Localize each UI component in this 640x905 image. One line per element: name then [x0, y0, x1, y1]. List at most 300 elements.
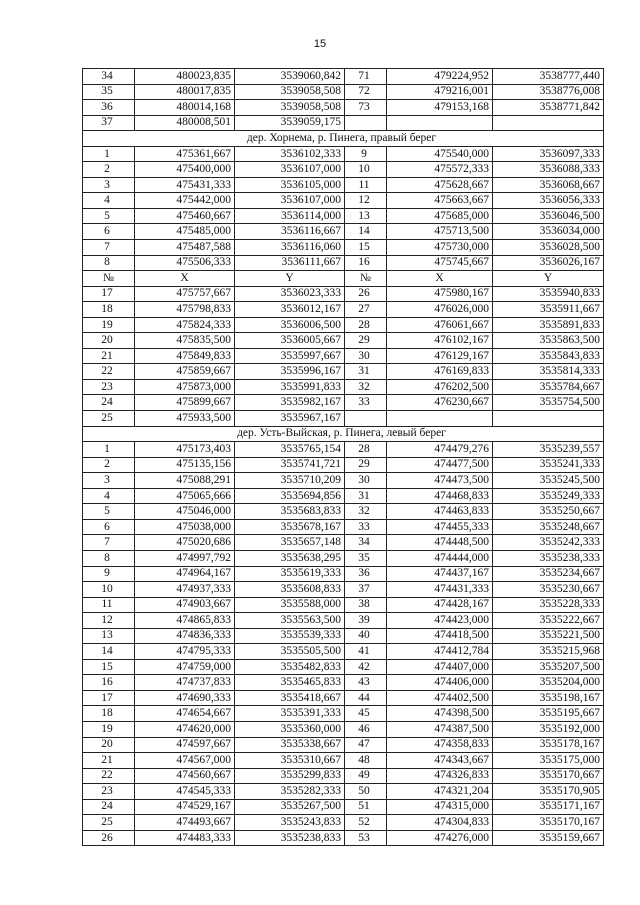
x-coordinate: 475628,667 — [387, 177, 493, 193]
x-coordinate: 475835,500 — [135, 333, 235, 349]
column-header-y: Y — [235, 271, 345, 287]
x-coordinate: 475506,333 — [135, 255, 235, 271]
y-coordinate: 3535997,667 — [235, 348, 345, 364]
y-coordinate: 3535784,667 — [493, 379, 604, 395]
y-coordinate: 3535940,833 — [493, 286, 604, 302]
point-number: 14 — [345, 224, 387, 240]
y-coordinate: 3535710,209 — [235, 473, 345, 489]
y-coordinate: 3535843,833 — [493, 348, 604, 364]
point-number — [345, 115, 387, 131]
point-number: 24 — [83, 395, 135, 411]
point-number: 36 — [345, 566, 387, 582]
y-coordinate: 3535638,295 — [235, 550, 345, 566]
table-row — [83, 348, 604, 364]
x-coordinate: 474343,667 — [387, 753, 493, 769]
y-coordinate: 3535171,167 — [493, 799, 604, 815]
x-coordinate: 474529,167 — [135, 799, 235, 815]
table-row — [83, 768, 604, 784]
table-row — [83, 442, 604, 458]
point-number: 72 — [345, 84, 387, 100]
x-coordinate: 475135,156 — [135, 457, 235, 473]
point-number: 51 — [345, 799, 387, 815]
y-coordinate: 3535234,667 — [493, 566, 604, 582]
table-row — [83, 550, 604, 566]
point-number: 25 — [83, 411, 135, 427]
x-coordinate: 474315,000 — [387, 799, 493, 815]
x-coordinate: 476202,500 — [387, 379, 493, 395]
x-coordinate: 480023,835 — [135, 69, 235, 85]
table-row — [83, 597, 604, 613]
y-coordinate: 3536088,333 — [493, 162, 604, 178]
point-number: 22 — [83, 768, 135, 784]
x-coordinate: 474387,500 — [387, 721, 493, 737]
y-coordinate: 3535814,333 — [493, 364, 604, 380]
point-number: 26 — [83, 830, 135, 846]
table-row — [83, 737, 604, 753]
x-coordinate: 479216,001 — [387, 84, 493, 100]
y-coordinate: 3535891,833 — [493, 317, 604, 333]
point-number: 25 — [83, 815, 135, 831]
x-coordinate: 475361,667 — [135, 146, 235, 162]
table-row — [83, 535, 604, 551]
x-coordinate: 474304,833 — [387, 815, 493, 831]
y-coordinate: 3535678,167 — [235, 519, 345, 535]
table-row — [83, 177, 604, 193]
table-row — [83, 193, 604, 209]
x-coordinate: 475400,000 — [135, 162, 235, 178]
x-coordinate: 480008,501 — [135, 115, 235, 131]
table-row — [83, 457, 604, 473]
column-header-num: № — [345, 271, 387, 287]
point-number: 15 — [345, 240, 387, 256]
x-coordinate: 474431,333 — [387, 582, 493, 598]
section-caption: дер. Усть-Выйская, р. Пинега, левый берег — [83, 426, 604, 442]
point-number: 52 — [345, 815, 387, 831]
y-coordinate: 3535539,333 — [235, 628, 345, 644]
x-coordinate: 475798,833 — [135, 302, 235, 318]
y-coordinate: 3535215,968 — [493, 644, 604, 660]
table-row — [83, 799, 604, 815]
x-coordinate: 474865,833 — [135, 613, 235, 629]
y-coordinate: 3536111,667 — [235, 255, 345, 271]
point-number: 21 — [83, 753, 135, 769]
table-row — [83, 628, 604, 644]
x-coordinate: 474567,000 — [135, 753, 235, 769]
y-coordinate: 3535222,667 — [493, 613, 604, 629]
column-header-row — [83, 271, 604, 287]
point-number: 29 — [345, 457, 387, 473]
point-number: 29 — [345, 333, 387, 349]
x-coordinate: 475745,667 — [387, 255, 493, 271]
x-coordinate: 474690,333 — [135, 690, 235, 706]
y-coordinate: 3535198,167 — [493, 690, 604, 706]
x-coordinate: 474964,167 — [135, 566, 235, 582]
y-coordinate: 3535267,500 — [235, 799, 345, 815]
x-coordinate: 476102,167 — [387, 333, 493, 349]
y-coordinate: 3535338,667 — [235, 737, 345, 753]
x-coordinate: 475485,000 — [135, 224, 235, 240]
x-coordinate: 480014,168 — [135, 100, 235, 116]
table-row — [83, 84, 604, 100]
point-number: 28 — [345, 317, 387, 333]
x-coordinate: 474620,000 — [135, 721, 235, 737]
y-coordinate: 3535221,500 — [493, 628, 604, 644]
point-number: 13 — [345, 208, 387, 224]
y-coordinate: 3535911,667 — [493, 302, 604, 318]
point-number: 73 — [345, 100, 387, 116]
point-number: 34 — [345, 535, 387, 551]
x-coordinate: 474418,500 — [387, 628, 493, 644]
point-number: 44 — [345, 690, 387, 706]
y-coordinate: 3536068,667 — [493, 177, 604, 193]
y-coordinate: 3535465,833 — [235, 675, 345, 691]
x-coordinate: 474477,500 — [387, 457, 493, 473]
x-coordinate: 474358,833 — [387, 737, 493, 753]
point-number: 11 — [83, 597, 135, 613]
y-coordinate: 3536116,667 — [235, 224, 345, 240]
y-coordinate: 3535754,500 — [493, 395, 604, 411]
table-row — [83, 519, 604, 535]
y-coordinate: 3535228,333 — [493, 597, 604, 613]
y-coordinate: 3535170,905 — [493, 784, 604, 800]
x-coordinate: 476061,667 — [387, 317, 493, 333]
x-coordinate: 474903,667 — [135, 597, 235, 613]
point-number: 49 — [345, 768, 387, 784]
y-coordinate: 3535563,500 — [235, 613, 345, 629]
point-number: 37 — [345, 582, 387, 598]
point-number: 12 — [83, 613, 135, 629]
point-number: 39 — [345, 613, 387, 629]
point-number: 8 — [83, 255, 135, 271]
point-number: 34 — [83, 69, 135, 85]
point-number: 9 — [83, 566, 135, 582]
x-coordinate: 474560,667 — [135, 768, 235, 784]
table-row — [83, 721, 604, 737]
point-number: 41 — [345, 644, 387, 660]
point-number: 36 — [83, 100, 135, 116]
point-number: 21 — [83, 348, 135, 364]
y-coordinate: 3536028,500 — [493, 240, 604, 256]
y-coordinate: 3535967,167 — [235, 411, 345, 427]
x-coordinate: 475442,000 — [135, 193, 235, 209]
point-number: 2 — [83, 457, 135, 473]
point-number: 6 — [83, 519, 135, 535]
y-coordinate: 3535239,557 — [493, 442, 604, 458]
point-number: 46 — [345, 721, 387, 737]
point-number: 4 — [83, 193, 135, 209]
y-coordinate: 3535242,333 — [493, 535, 604, 551]
x-coordinate: 474737,833 — [135, 675, 235, 691]
x-coordinate: 474836,333 — [135, 628, 235, 644]
x-coordinate: 474545,333 — [135, 784, 235, 800]
point-number: 13 — [83, 628, 135, 644]
x-coordinate: 475899,667 — [135, 395, 235, 411]
x-coordinate: 474483,333 — [135, 830, 235, 846]
y-coordinate: 3536056,333 — [493, 193, 604, 209]
x-coordinate: 474597,667 — [135, 737, 235, 753]
point-number: 17 — [83, 690, 135, 706]
x-coordinate: 474398,500 — [387, 706, 493, 722]
x-coordinate: 474321,204 — [387, 784, 493, 800]
point-number: 71 — [345, 69, 387, 85]
table-row — [83, 613, 604, 629]
y-coordinate: 3535241,333 — [493, 457, 604, 473]
x-coordinate: 475824,333 — [135, 317, 235, 333]
x-coordinate: 475020,686 — [135, 535, 235, 551]
table-row — [83, 473, 604, 489]
y-coordinate: 3535178,167 — [493, 737, 604, 753]
table-row — [83, 162, 604, 178]
y-coordinate: 3535249,333 — [493, 488, 604, 504]
table-row — [83, 115, 604, 131]
y-coordinate: 3536114,000 — [235, 208, 345, 224]
point-number: 6 — [83, 224, 135, 240]
point-number: 5 — [83, 208, 135, 224]
x-coordinate: 474412,784 — [387, 644, 493, 660]
y-coordinate: 3535418,667 — [235, 690, 345, 706]
x-coordinate: 474326,833 — [387, 768, 493, 784]
y-coordinate: 3535505,500 — [235, 644, 345, 660]
y-coordinate: 3535170,167 — [493, 815, 604, 831]
y-coordinate — [493, 411, 604, 427]
point-number: 11 — [345, 177, 387, 193]
point-number: 42 — [345, 659, 387, 675]
table-row — [83, 364, 604, 380]
y-coordinate: 3536097,333 — [493, 146, 604, 162]
x-coordinate — [387, 115, 493, 131]
point-number: 17 — [83, 286, 135, 302]
table-row — [83, 69, 604, 85]
table-row — [83, 317, 604, 333]
x-coordinate: 475757,667 — [135, 286, 235, 302]
table-row — [83, 286, 604, 302]
point-number: 1 — [83, 146, 135, 162]
x-coordinate: 475460,667 — [135, 208, 235, 224]
table-row — [83, 706, 604, 722]
y-coordinate: 3536107,000 — [235, 162, 345, 178]
y-coordinate: 3535207,500 — [493, 659, 604, 675]
point-number: 27 — [345, 302, 387, 318]
point-number: 15 — [83, 659, 135, 675]
point-number: 33 — [345, 519, 387, 535]
point-number: 23 — [83, 379, 135, 395]
table-row — [83, 100, 604, 116]
x-coordinate: 476026,000 — [387, 302, 493, 318]
y-coordinate: 3536012,167 — [235, 302, 345, 318]
table-row — [83, 504, 604, 520]
point-number: 20 — [83, 333, 135, 349]
point-number: 19 — [83, 721, 135, 737]
table-row — [83, 224, 604, 240]
point-number: 48 — [345, 753, 387, 769]
table-row — [83, 302, 604, 318]
point-number: 22 — [83, 364, 135, 380]
point-number: 18 — [83, 302, 135, 318]
y-coordinate: 3536026,167 — [493, 255, 604, 271]
x-coordinate: 476169,833 — [387, 364, 493, 380]
x-coordinate: 479153,168 — [387, 100, 493, 116]
point-number: 16 — [345, 255, 387, 271]
y-coordinate: 3535175,000 — [493, 753, 604, 769]
y-coordinate: 3539058,508 — [235, 84, 345, 100]
x-coordinate: 475487,588 — [135, 240, 235, 256]
x-coordinate: 475038,000 — [135, 519, 235, 535]
point-number: 31 — [345, 488, 387, 504]
y-coordinate: 3535245,500 — [493, 473, 604, 489]
x-coordinate: 474473,500 — [387, 473, 493, 489]
y-coordinate: 3535608,833 — [235, 582, 345, 598]
y-coordinate: 3535619,333 — [235, 566, 345, 582]
x-coordinate: 480017,835 — [135, 84, 235, 100]
y-coordinate: 3535863,500 — [493, 333, 604, 349]
point-number: 3 — [83, 177, 135, 193]
y-coordinate — [493, 115, 604, 131]
x-coordinate — [387, 411, 493, 427]
x-coordinate: 474937,333 — [135, 582, 235, 598]
y-coordinate: 3535159,667 — [493, 830, 604, 846]
table-row — [83, 566, 604, 582]
point-number: 30 — [345, 473, 387, 489]
x-coordinate: 474444,000 — [387, 550, 493, 566]
table-row — [83, 488, 604, 504]
x-coordinate: 475431,333 — [135, 177, 235, 193]
y-coordinate: 3536005,667 — [235, 333, 345, 349]
point-number: 31 — [345, 364, 387, 380]
x-coordinate: 474493,667 — [135, 815, 235, 831]
x-coordinate: 475065,666 — [135, 488, 235, 504]
point-number: 30 — [345, 348, 387, 364]
x-coordinate: 474997,792 — [135, 550, 235, 566]
point-number: 37 — [83, 115, 135, 131]
x-coordinate: 474759,000 — [135, 659, 235, 675]
point-number: 10 — [345, 162, 387, 178]
x-coordinate: 475713,500 — [387, 224, 493, 240]
point-number: 32 — [345, 379, 387, 395]
point-number: 32 — [345, 504, 387, 520]
y-coordinate: 3535982,167 — [235, 395, 345, 411]
x-coordinate: 475873,000 — [135, 379, 235, 395]
point-number: 10 — [83, 582, 135, 598]
coordinates-table-body — [83, 69, 604, 846]
x-coordinate: 474468,833 — [387, 488, 493, 504]
x-coordinate: 474437,167 — [387, 566, 493, 582]
table-row — [83, 582, 604, 598]
point-number: 8 — [83, 550, 135, 566]
x-coordinate: 474423,000 — [387, 613, 493, 629]
y-coordinate: 3535170,667 — [493, 768, 604, 784]
y-coordinate: 3539058,508 — [235, 100, 345, 116]
x-coordinate: 474402,500 — [387, 690, 493, 706]
x-coordinate: 475663,667 — [387, 193, 493, 209]
x-coordinate: 474654,667 — [135, 706, 235, 722]
point-number: 2 — [83, 162, 135, 178]
y-coordinate: 3539059,175 — [235, 115, 345, 131]
table-row — [83, 644, 604, 660]
point-number: 24 — [83, 799, 135, 815]
x-coordinate: 474276,000 — [387, 830, 493, 846]
table-row — [83, 208, 604, 224]
point-number: 16 — [83, 675, 135, 691]
x-coordinate: 474455,333 — [387, 519, 493, 535]
y-coordinate: 3535238,333 — [493, 550, 604, 566]
y-coordinate: 3535192,000 — [493, 721, 604, 737]
x-coordinate: 475046,000 — [135, 504, 235, 520]
y-coordinate: 3535991,833 — [235, 379, 345, 395]
x-coordinate: 475859,667 — [135, 364, 235, 380]
y-coordinate: 3536116,060 — [235, 240, 345, 256]
point-number: 28 — [345, 442, 387, 458]
y-coordinate: 3535310,667 — [235, 753, 345, 769]
table-row — [83, 379, 604, 395]
x-coordinate: 474479,276 — [387, 442, 493, 458]
coordinates-table — [82, 68, 604, 846]
y-coordinate: 3538771,842 — [493, 100, 604, 116]
table-row — [83, 815, 604, 831]
y-coordinate: 3535360,000 — [235, 721, 345, 737]
point-number: 45 — [345, 706, 387, 722]
x-coordinate: 474428,167 — [387, 597, 493, 613]
point-number: 4 — [83, 488, 135, 504]
table-row — [83, 411, 604, 427]
point-number: 14 — [83, 644, 135, 660]
y-coordinate: 3535694,856 — [235, 488, 345, 504]
point-number: 35 — [345, 550, 387, 566]
point-number: 26 — [345, 286, 387, 302]
column-header-x: X — [135, 271, 235, 287]
table-row — [83, 659, 604, 675]
y-coordinate: 3538776,008 — [493, 84, 604, 100]
y-coordinate: 3535765,154 — [235, 442, 345, 458]
x-coordinate: 479224,952 — [387, 69, 493, 85]
point-number: 3 — [83, 473, 135, 489]
y-coordinate: 3535299,833 — [235, 768, 345, 784]
table-row — [83, 395, 604, 411]
y-coordinate: 3536102,333 — [235, 146, 345, 162]
column-header-x: X — [387, 271, 493, 287]
x-coordinate: 474463,833 — [387, 504, 493, 520]
y-coordinate: 3535195,667 — [493, 706, 604, 722]
point-number: 40 — [345, 628, 387, 644]
y-coordinate: 3535683,833 — [235, 504, 345, 520]
point-number: 12 — [345, 193, 387, 209]
y-coordinate: 3535657,148 — [235, 535, 345, 551]
table-row — [83, 146, 604, 162]
point-number: 53 — [345, 830, 387, 846]
y-coordinate: 3535588,000 — [235, 597, 345, 613]
x-coordinate: 475730,000 — [387, 240, 493, 256]
y-coordinate: 3536006,500 — [235, 317, 345, 333]
point-number: 18 — [83, 706, 135, 722]
point-number: 7 — [83, 535, 135, 551]
x-coordinate: 475980,167 — [387, 286, 493, 302]
column-header-num: № — [83, 271, 135, 287]
section-caption: дер. Хорнема, р. Пинега, правый берег — [83, 131, 604, 147]
y-coordinate: 3535248,667 — [493, 519, 604, 535]
point-number: 7 — [83, 240, 135, 256]
x-coordinate: 475173,403 — [135, 442, 235, 458]
point-number: 19 — [83, 317, 135, 333]
point-number: 9 — [345, 146, 387, 162]
point-number: 23 — [83, 784, 135, 800]
point-number: 20 — [83, 737, 135, 753]
point-number: 38 — [345, 597, 387, 613]
y-coordinate: 3536034,000 — [493, 224, 604, 240]
table-row — [83, 753, 604, 769]
x-coordinate: 474406,000 — [387, 675, 493, 691]
point-number: 1 — [83, 442, 135, 458]
y-coordinate: 3535250,667 — [493, 504, 604, 520]
y-coordinate: 3535243,833 — [235, 815, 345, 831]
